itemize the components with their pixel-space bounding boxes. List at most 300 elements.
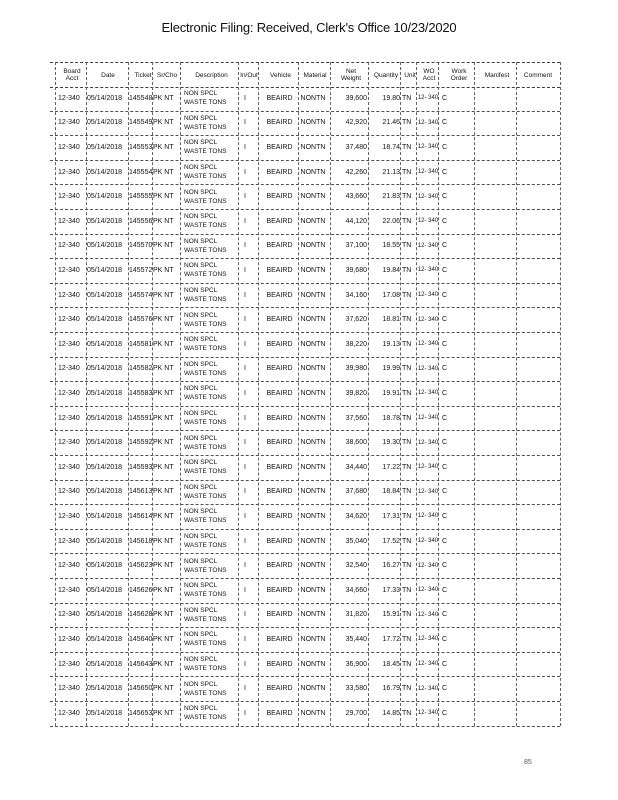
cell-description: NON SPCL WASTE TONS	[184, 434, 227, 451]
cell-vehicle: BEAIRD	[266, 168, 293, 176]
column-divider	[86, 62, 87, 726]
cell-unit: TN	[402, 685, 412, 693]
column-divider	[180, 62, 181, 726]
cell-workorder: C	[442, 365, 448, 373]
column-header-description: Description	[195, 71, 228, 79]
cell-date: 05/14/2018	[87, 143, 123, 151]
table-row	[50, 553, 560, 579]
cell-quantity: 14.85	[382, 709, 400, 717]
cell-ticket: 145591	[129, 414, 153, 422]
cell-vehicle: BEAIRD	[266, 266, 293, 274]
cell-description: NON SPCL WASTE TONS	[184, 557, 227, 574]
cell-ticket: 145613	[129, 488, 153, 496]
cell-description: NON SPCL WASTE TONS	[184, 114, 227, 131]
cell-code: 12-340	[58, 414, 80, 422]
cell-vehicle: BEAIRD	[266, 562, 293, 570]
cell-wo: 12- 340	[417, 390, 439, 397]
cell-date: 05/14/2018	[87, 291, 123, 299]
cell-inout: I	[244, 635, 246, 643]
cell-net: 34,620	[345, 512, 367, 520]
cell-code: 12-340	[58, 119, 80, 127]
cell-description: NON SPCL WASTE TONS	[184, 164, 227, 181]
column-divider	[368, 62, 369, 726]
cell-inout: I	[244, 439, 246, 447]
cell-net: 35,440	[345, 635, 367, 643]
cell-vehicle: BEAIRD	[266, 660, 293, 668]
cell-inout: I	[244, 709, 246, 717]
cell-date: 05/14/2018	[87, 316, 123, 324]
cell-unit: TN	[402, 242, 412, 250]
cell-material: NONTN	[300, 414, 326, 422]
cell-inout: I	[244, 512, 246, 520]
cell-ticket: 145640	[129, 635, 153, 643]
cell-material: NONTN	[300, 537, 326, 545]
cell-unit: TN	[402, 709, 412, 717]
cell-unit: TN	[402, 340, 412, 348]
cell-shipper: PK NT	[153, 193, 174, 201]
cell-shipper: PK NT	[153, 242, 174, 250]
cell-inout: I	[244, 389, 246, 397]
cell-code: 12-340	[58, 143, 80, 151]
cell-wo: 12- 340	[417, 661, 439, 668]
cell-description: NON SPCL WASTE TONS	[184, 606, 227, 623]
cell-quantity: 17.52	[382, 537, 400, 545]
cell-code: 12-340	[58, 611, 80, 619]
cell-date: 05/14/2018	[87, 389, 123, 397]
cell-net: 35,040	[345, 537, 367, 545]
cell-wo: 12- 340	[417, 538, 439, 545]
cell-shipper: PK NT	[153, 488, 174, 496]
table-row	[50, 283, 560, 309]
cell-shipper: PK NT	[153, 389, 174, 397]
cell-material: NONTN	[300, 389, 326, 397]
page-number: 85	[524, 759, 532, 766]
cell-material: NONTN	[300, 119, 326, 127]
cell-net: 42,920	[345, 119, 367, 127]
cell-quantity: 17.22	[382, 463, 400, 471]
cell-code: 12-340	[58, 562, 80, 570]
cell-material: NONTN	[300, 463, 326, 471]
cell-net: 36,900	[345, 660, 367, 668]
cell-ticket: 145581	[129, 340, 153, 348]
cell-shipper: PK NT	[153, 439, 174, 447]
cell-vehicle: BEAIRD	[266, 94, 293, 102]
cell-inout: I	[244, 537, 246, 545]
cell-unit: TN	[402, 512, 412, 520]
cell-description: NON SPCL WASTE TONS	[184, 459, 227, 476]
table-row	[50, 430, 560, 456]
cell-unit: TN	[402, 537, 412, 545]
cell-unit: TN	[402, 316, 412, 324]
cell-net: 34,160	[345, 291, 367, 299]
cell-quantity: 17.08	[382, 291, 400, 299]
cell-vehicle: BEAIRD	[266, 365, 293, 373]
column-divider	[438, 62, 439, 726]
cell-net: 38,600	[345, 439, 367, 447]
table-row	[50, 234, 560, 260]
cell-wo: 12- 340	[417, 267, 439, 274]
cell-description: NON SPCL WASTE TONS	[184, 287, 227, 304]
cell-unit: TN	[402, 119, 412, 127]
cell-code: 12-340	[58, 439, 80, 447]
cell-inout: I	[244, 685, 246, 693]
column-header-manifest: Manifest	[484, 71, 510, 79]
cell-material: NONTN	[300, 143, 326, 151]
cell-ticket: 145650	[129, 685, 153, 693]
cell-unit: TN	[402, 463, 412, 471]
cell-description: NON SPCL WASTE TONS	[184, 336, 227, 353]
table-row	[50, 504, 560, 530]
cell-wo: 12- 340	[417, 365, 439, 372]
cell-net: 37,480	[345, 143, 367, 151]
cell-wo: 12- 340	[417, 513, 439, 520]
cell-ticket: 145582	[129, 365, 153, 373]
cell-inout: I	[244, 266, 246, 274]
cell-date: 05/14/2018	[87, 266, 123, 274]
cell-date: 05/14/2018	[87, 537, 123, 545]
cell-net: 34,440	[345, 463, 367, 471]
table-row	[50, 184, 560, 210]
cell-ticket: 145593	[129, 463, 153, 471]
cell-inout: I	[244, 611, 246, 619]
cell-inout: I	[244, 340, 246, 348]
cell-workorder: C	[442, 512, 448, 520]
cell-quantity: 21.46	[382, 119, 400, 127]
table-row	[50, 455, 560, 481]
cell-quantity: 19.91	[382, 389, 400, 397]
cell-material: NONTN	[300, 611, 326, 619]
column-header-ticket: Ticket	[134, 71, 152, 79]
table-row	[50, 307, 560, 333]
cell-description: NON SPCL WASTE TONS	[184, 360, 227, 377]
cell-workorder: C	[442, 291, 448, 299]
cell-shipper: PK NT	[153, 365, 174, 373]
cell-vehicle: BEAIRD	[266, 537, 293, 545]
table-row	[50, 676, 560, 702]
page-title: Electronic Filing: Received, Clerk's Office 10/23/2020	[161, 20, 457, 35]
table-row	[50, 111, 560, 137]
cell-inout: I	[244, 488, 246, 496]
cell-quantity: 16.27	[382, 562, 400, 570]
cell-vehicle: BEAIRD	[266, 685, 293, 693]
cell-wo: 12- 340	[417, 415, 439, 422]
cell-net: 37,680	[345, 488, 367, 496]
cell-shipper: PK NT	[153, 660, 174, 668]
cell-quantity: 17.31	[382, 512, 400, 520]
cell-inout: I	[244, 316, 246, 324]
cell-material: NONTN	[300, 266, 326, 274]
cell-material: NONTN	[300, 685, 326, 693]
cell-vehicle: BEAIRD	[266, 463, 293, 471]
cell-material: NONTN	[300, 512, 326, 520]
cell-unit: TN	[402, 562, 412, 570]
cell-unit: TN	[402, 586, 412, 594]
cell-inout: I	[244, 143, 246, 151]
column-divider	[55, 62, 56, 726]
cell-material: NONTN	[300, 94, 326, 102]
cell-workorder: C	[442, 414, 448, 422]
cell-vehicle: BEAIRD	[266, 439, 293, 447]
cell-material: NONTN	[300, 217, 326, 225]
cell-material: NONTN	[300, 586, 326, 594]
cell-ticket: 145623	[129, 562, 153, 570]
column-divider	[474, 62, 475, 726]
column-divider	[516, 62, 517, 726]
table-row	[50, 701, 560, 727]
table-row	[50, 258, 560, 284]
table-row	[50, 381, 560, 407]
cell-quantity: 18.45	[382, 660, 400, 668]
cell-vehicle: BEAIRD	[266, 709, 293, 717]
cell-vehicle: BEAIRD	[266, 389, 293, 397]
cell-code: 12-340	[58, 389, 80, 397]
cell-vehicle: BEAIRD	[266, 143, 293, 151]
cell-ticket: 145549	[129, 119, 153, 127]
cell-code: 12-340	[58, 685, 80, 693]
cell-shipper: PK NT	[153, 94, 174, 102]
cell-ticket: 145626	[129, 586, 153, 594]
cell-inout: I	[244, 242, 246, 250]
cell-description: NON SPCL WASTE TONS	[184, 705, 227, 722]
cell-code: 12-340	[58, 316, 80, 324]
cell-vehicle: BEAIRD	[266, 316, 293, 324]
cell-workorder: C	[442, 635, 448, 643]
cell-shipper: PK NT	[153, 266, 174, 274]
cell-workorder: C	[442, 119, 448, 127]
cell-material: NONTN	[300, 291, 326, 299]
cell-description: NON SPCL WASTE TONS	[184, 582, 227, 599]
cell-code: 12-340	[58, 266, 80, 274]
cell-vehicle: BEAIRD	[266, 414, 293, 422]
cell-shipper: PK NT	[153, 119, 174, 127]
cell-shipper: PK NT	[153, 463, 174, 471]
table-row	[50, 135, 560, 161]
cell-description: NON SPCL WASTE TONS	[184, 631, 227, 648]
cell-wo: 12- 340	[417, 193, 439, 200]
cell-date: 05/14/2018	[87, 119, 123, 127]
ticket-table	[50, 62, 560, 722]
cell-description: NON SPCL WASTE TONS	[184, 213, 227, 230]
cell-unit: TN	[402, 291, 412, 299]
table-row	[50, 209, 560, 235]
column-header-quantity: Quantity	[373, 71, 399, 79]
table-row	[50, 627, 560, 653]
cell-quantity: 18.78	[382, 414, 400, 422]
cell-date: 05/14/2018	[87, 685, 123, 693]
cell-code: 12-340	[58, 193, 80, 201]
cell-quantity: 22.06	[382, 217, 400, 225]
cell-workorder: C	[442, 266, 448, 274]
cell-workorder: C	[442, 660, 448, 668]
cell-date: 05/14/2018	[87, 193, 123, 201]
cell-description: NON SPCL WASTE TONS	[184, 656, 227, 673]
cell-date: 05/14/2018	[87, 512, 123, 520]
cell-code: 12-340	[58, 660, 80, 668]
cell-quantity: 18.55	[382, 242, 400, 250]
cell-ticket: 145628	[129, 611, 153, 619]
cell-shipper: PK NT	[153, 537, 174, 545]
cell-material: NONTN	[300, 193, 326, 201]
cell-vehicle: BEAIRD	[266, 217, 293, 225]
cell-workorder: C	[442, 316, 448, 324]
cell-shipper: PK NT	[153, 685, 174, 693]
cell-date: 05/14/2018	[87, 439, 123, 447]
cell-workorder: C	[442, 562, 448, 570]
cell-code: 12-340	[58, 586, 80, 594]
column-header-wo: WO Acct	[422, 68, 436, 82]
cell-date: 05/14/2018	[87, 660, 123, 668]
cell-net: 38,220	[345, 340, 367, 348]
cell-material: NONTN	[300, 365, 326, 373]
cell-material: NONTN	[300, 242, 326, 250]
cell-description: NON SPCL WASTE TONS	[184, 90, 227, 107]
cell-inout: I	[244, 193, 246, 201]
cell-code: 12-340	[58, 291, 80, 299]
cell-unit: TN	[402, 217, 412, 225]
cell-net: 43,660	[345, 193, 367, 201]
cell-inout: I	[244, 217, 246, 225]
cell-net: 37,620	[345, 316, 367, 324]
cell-wo: 12- 340	[417, 710, 439, 717]
cell-workorder: C	[442, 586, 448, 594]
cell-wo: 12- 340	[417, 242, 439, 249]
cell-wo: 12- 340	[417, 144, 439, 151]
column-divider	[400, 62, 401, 726]
cell-unit: TN	[402, 168, 412, 176]
cell-wo: 12- 340	[417, 316, 439, 323]
cell-inout: I	[244, 660, 246, 668]
cell-wo: 12- 340	[417, 611, 439, 618]
cell-date: 05/14/2018	[87, 611, 123, 619]
cell-quantity: 19.30	[382, 439, 400, 447]
cell-workorder: C	[442, 685, 448, 693]
cell-shipper: PK NT	[153, 562, 174, 570]
cell-workorder: C	[442, 463, 448, 471]
cell-net: 39,600	[345, 94, 367, 102]
cell-description: NON SPCL WASTE TONS	[184, 139, 227, 156]
cell-code: 12-340	[58, 94, 80, 102]
cell-shipper: PK NT	[153, 291, 174, 299]
cell-shipper: PK NT	[153, 586, 174, 594]
cell-unit: TN	[402, 365, 412, 373]
cell-workorder: C	[442, 709, 448, 717]
cell-vehicle: BEAIRD	[266, 586, 293, 594]
cell-description: NON SPCL WASTE TONS	[184, 508, 227, 525]
column-divider	[416, 62, 417, 726]
column-header-inout: In/Out	[240, 71, 258, 79]
cell-quantity: 18.81	[382, 316, 400, 324]
cell-description: NON SPCL WASTE TONS	[184, 533, 227, 550]
cell-ticket: 145554	[129, 168, 153, 176]
cell-inout: I	[244, 291, 246, 299]
cell-code: 12-340	[58, 217, 80, 225]
column-header-code: Board Acct	[63, 68, 81, 82]
column-divider	[258, 62, 259, 726]
cell-shipper: PK NT	[153, 512, 174, 520]
table-row	[50, 652, 560, 678]
cell-ticket: 145614	[129, 512, 153, 520]
cell-vehicle: BEAIRD	[266, 291, 293, 299]
cell-unit: TN	[402, 193, 412, 201]
table-row	[50, 160, 560, 186]
cell-ticket: 145553	[129, 143, 153, 151]
cell-code: 12-340	[58, 512, 80, 520]
cell-net: 44,120	[345, 217, 367, 225]
table-row	[50, 480, 560, 506]
cell-material: NONTN	[300, 340, 326, 348]
table-row	[50, 332, 560, 358]
cell-code: 12-340	[58, 709, 80, 717]
cell-ticket: 145653	[129, 709, 153, 717]
cell-net: 29,700	[345, 709, 367, 717]
cell-shipper: PK NT	[153, 340, 174, 348]
cell-inout: I	[244, 562, 246, 570]
cell-unit: TN	[402, 439, 412, 447]
cell-ticket: 145572	[129, 266, 153, 274]
cell-vehicle: BEAIRD	[266, 635, 293, 643]
cell-description: NON SPCL WASTE TONS	[184, 483, 227, 500]
cell-code: 12-340	[58, 635, 80, 643]
cell-workorder: C	[442, 242, 448, 250]
column-header-comment: Comment	[523, 71, 553, 79]
column-header-date: Date	[101, 71, 115, 79]
cell-shipper: PK NT	[153, 143, 174, 151]
cell-unit: TN	[402, 414, 412, 422]
cell-description: NON SPCL WASTE TONS	[184, 188, 227, 205]
cell-quantity: 19.13	[382, 340, 400, 348]
cell-date: 05/14/2018	[87, 414, 123, 422]
cell-wo: 12- 340	[417, 488, 439, 495]
cell-inout: I	[244, 365, 246, 373]
column-header-shipper: Sr/Cho	[156, 71, 178, 79]
cell-code: 12-340	[58, 365, 80, 373]
column-divider	[298, 62, 299, 726]
cell-ticket: 145570	[129, 242, 153, 250]
cell-vehicle: BEAIRD	[266, 242, 293, 250]
cell-description: NON SPCL WASTE TONS	[184, 385, 227, 402]
cell-shipper: PK NT	[153, 316, 174, 324]
cell-description: NON SPCL WASTE TONS	[184, 680, 227, 697]
cell-inout: I	[244, 586, 246, 594]
cell-vehicle: BEAIRD	[266, 340, 293, 348]
table-row	[50, 406, 560, 432]
column-divider	[152, 62, 153, 726]
cell-unit: TN	[402, 389, 412, 397]
cell-workorder: C	[442, 340, 448, 348]
cell-shipper: PK NT	[153, 635, 174, 643]
cell-ticket: 145556	[129, 217, 153, 225]
cell-inout: I	[244, 119, 246, 127]
cell-quantity: 17.33	[382, 586, 400, 594]
cell-ticket: 145548	[129, 94, 153, 102]
cell-net: 39,980	[345, 365, 367, 373]
cell-unit: TN	[402, 143, 412, 151]
cell-shipper: PK NT	[153, 168, 174, 176]
column-header-net: Net Weight	[340, 68, 362, 82]
cell-workorder: C	[442, 439, 448, 447]
table-row	[50, 86, 560, 112]
cell-code: 12-340	[58, 463, 80, 471]
cell-material: NONTN	[300, 439, 326, 447]
cell-net: 37,560	[345, 414, 367, 422]
cell-wo: 12- 340	[417, 341, 439, 348]
column-header-material: Material	[303, 71, 327, 79]
cell-shipper: PK NT	[153, 709, 174, 717]
cell-unit: TN	[402, 660, 412, 668]
cell-inout: I	[244, 414, 246, 422]
column-header-vehicle: Vehicle	[270, 71, 291, 79]
cell-date: 05/14/2018	[87, 488, 123, 496]
